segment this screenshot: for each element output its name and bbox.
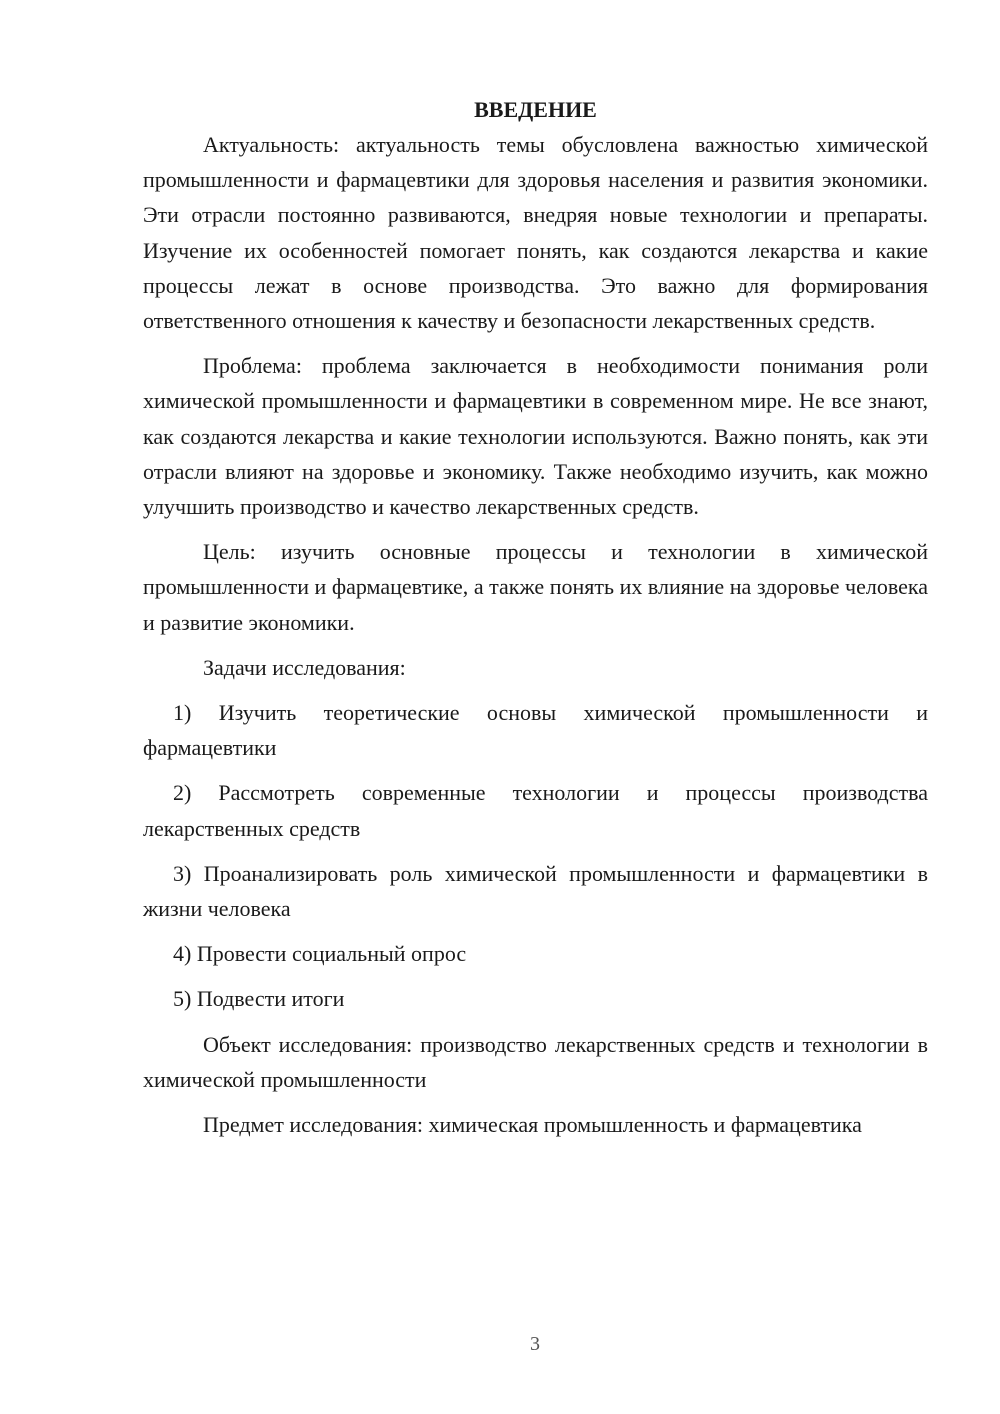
paragraph-relevance: Актуальность: актуальность темы обусловлена важностью химической промышленности и фармацевтики для здоровья населения и развития экономики. Эти отрасли постоянно развиваются, внедряя новые технологии и препараты. Изучение их особенностей помогает понять, как создаются лекарства и какие процессы лежат в основе производства. Это важно для формирования ответственного отношения к качеству и безопасности лекарственных средств.: [143, 132, 928, 334]
task-item-4: 4) Провести социальный опрос: [173, 941, 467, 967]
paragraph-goal: Цель: изучить основные процессы и технологии в химической промышленности и фармацевтике, а также понять их влияние на здоровье человека и развитие экономики.: [143, 539, 928, 635]
task-item-5: 5) Подвести итоги: [173, 986, 345, 1012]
task-item-3: 3) Проанализировать роль химической промышленности и фармацевтики в жизни человека: [143, 860, 928, 922]
paragraph-object: Объект исследования: производство лекарственных средств и технологии в химической промышленности: [143, 1031, 928, 1092]
page-number: 3: [530, 1333, 540, 1355]
paragraph-subject: Предмет исследования: химическая промышленность и фармацевтика: [203, 1112, 862, 1138]
paragraph-problem: Проблема: проблема заключается в необходимости понимания роли химической промышленности и фармацевтики в современном мире. Не все знают, как создаются лекарства и какие технологии используются. Важно понять, как эти отрасли влияют на здоровье и экономику. Также необходимо изучить, как можно улучшить производство и качество лекарственных средств.: [143, 353, 928, 520]
task-item-1: 1) Изучить теоретические основы химической промышленности и фармацевтики: [143, 700, 928, 761]
page-title: ВВЕДЕНИЕ: [474, 97, 597, 122]
document-page: [143, 92, 928, 1152]
task-item-2: 2) Рассмотреть современные технологии и процессы производства лекарственных средств: [143, 780, 928, 841]
tasks-heading: Задачи исследования:: [203, 654, 406, 680]
